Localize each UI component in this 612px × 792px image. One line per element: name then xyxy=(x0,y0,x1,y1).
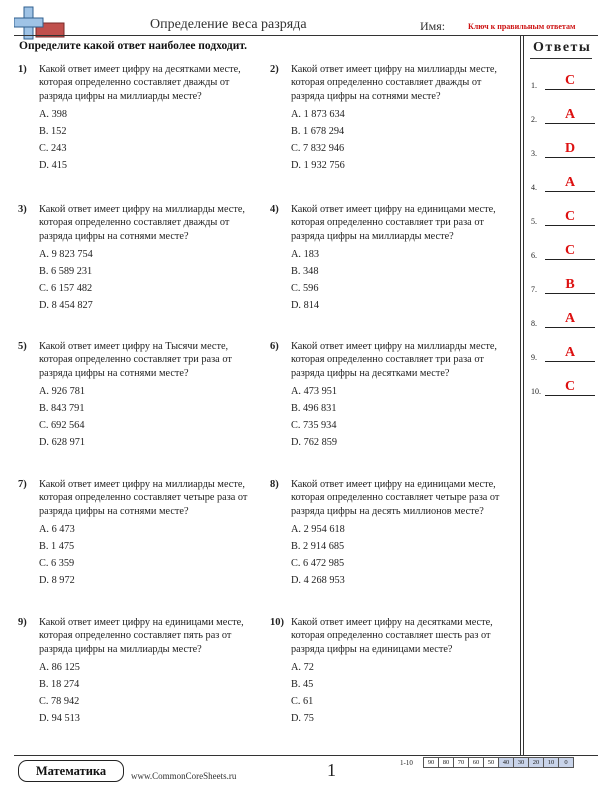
answer-option: C. 6 472 985 xyxy=(291,558,345,570)
question-text: Какой ответ имеет цифру на десятками месте, которая определенно составляет дважды от разряда цифры на миллиарды месте? xyxy=(39,64,241,102)
answer-row xyxy=(531,276,597,296)
answer-value: A xyxy=(564,311,576,326)
answer-number: 2. xyxy=(531,115,537,124)
name-label: Имя: xyxy=(420,19,446,33)
answer-option: D. 1 932 756 xyxy=(291,160,345,172)
answers-title-underline xyxy=(530,58,592,59)
answer-option: A. 926 781 xyxy=(39,386,86,398)
answer-option: C. 243 xyxy=(39,143,67,155)
answer-row xyxy=(531,310,597,330)
question-item xyxy=(270,478,504,589)
answer-option: C. 6 359 xyxy=(39,558,75,570)
score-cell: 20 xyxy=(529,758,544,768)
answer-row xyxy=(531,378,597,398)
answer-option: A. 6 473 xyxy=(39,524,75,536)
answer-blank-line xyxy=(545,327,595,328)
answer-panel-divider xyxy=(520,35,521,755)
answer-option: D. 8 972 xyxy=(39,575,75,587)
answer-blank-line xyxy=(545,89,595,90)
answer-blank-line xyxy=(545,123,595,124)
question-text: Какой ответ имеет цифру на единицами месте, которая определенно составляет три раза от разряда цифры на миллиарды месте? xyxy=(291,204,496,242)
question-text: Какой ответ имеет цифру на миллиарды месте, которая определенно составляет дважды от разряда цифры на сотнями месте? xyxy=(39,204,245,242)
question-number: 2) xyxy=(270,64,279,75)
score-cell: 30 xyxy=(514,758,529,768)
question-number: 1) xyxy=(18,64,27,75)
question-text: Какой ответ имеет цифру на миллиарды месте, которая определенно составляет три раза от разряда цифры на десятками месте? xyxy=(291,341,497,379)
question-number: 8) xyxy=(270,479,279,490)
page-number: 1 xyxy=(327,760,336,780)
answer-option: B. 348 xyxy=(291,266,319,278)
answer-option: C. 61 xyxy=(291,696,314,708)
answer-option: B. 2 914 685 xyxy=(291,541,345,553)
score-cell: 90 xyxy=(424,758,439,768)
question-item xyxy=(270,63,504,174)
question-text: Какой ответ имеет цифру на Тысячи месте, которая определенно составляет три раза от разряда цифры на сотнями месте? xyxy=(39,341,232,379)
question-item xyxy=(18,616,252,727)
answer-row xyxy=(531,344,597,364)
question-text: Какой ответ имеет цифру на единицами месте, которая определенно составляет четыре раза от разряда цифры на десять миллионов месте? xyxy=(291,479,500,517)
answer-option: A. 72 xyxy=(291,662,314,674)
question-text: Какой ответ имеет цифру на десятками месте, которая определенно составляет шесть раз от разряда цифры на единицами месте? xyxy=(291,617,493,655)
answers-title: Ответы xyxy=(533,40,592,55)
worksheet-title: Определение веса разряда xyxy=(150,17,307,32)
answer-option: D. 814 xyxy=(291,300,320,312)
answer-option: A. 1 873 634 xyxy=(291,109,345,121)
score-cell: 10 xyxy=(544,758,559,768)
answer-option: A. 9 823 754 xyxy=(39,249,93,261)
score-range-label: 1-10 xyxy=(400,759,413,767)
score-cell: 0 xyxy=(559,758,574,768)
answer-row xyxy=(531,208,597,228)
question-item xyxy=(270,203,504,314)
question-number: 10) xyxy=(270,617,284,628)
answer-value: D xyxy=(564,141,576,156)
score-cell: 40 xyxy=(499,758,514,768)
answer-option: C. 78 942 xyxy=(39,696,80,708)
answer-option: B. 1 475 xyxy=(39,541,75,553)
answer-row xyxy=(531,140,597,160)
answer-number: 9. xyxy=(531,353,537,362)
answer-option: D. 94 513 xyxy=(39,713,80,725)
answer-row xyxy=(531,242,597,262)
brand-badge: Математика xyxy=(18,760,124,782)
score-table xyxy=(423,757,574,768)
answer-number: 6. xyxy=(531,251,537,260)
answer-value: A xyxy=(564,175,576,190)
answer-option: C. 692 564 xyxy=(39,420,85,432)
answer-option: C. 735 934 xyxy=(291,420,337,432)
answer-option: C. 7 832 946 xyxy=(291,143,345,155)
answer-number: 5. xyxy=(531,217,537,226)
answer-blank-line xyxy=(545,191,595,192)
question-item xyxy=(18,478,252,589)
question-number: 4) xyxy=(270,204,279,215)
answer-value: C xyxy=(564,209,576,224)
question-number: 9) xyxy=(18,617,27,628)
answer-option: D. 415 xyxy=(39,160,68,172)
question-text: Какой ответ имеет цифру на миллиарды месте, которая определенно составляет четыре раза от разряда цифры на сотнями месте? xyxy=(39,479,248,517)
answer-value: A xyxy=(564,107,576,122)
question-number: 7) xyxy=(18,479,27,490)
question-item xyxy=(18,63,252,174)
answer-option: B. 6 589 231 xyxy=(39,266,93,278)
answer-option: A. 398 xyxy=(39,109,68,121)
instructions: Определите какой ответ наиболее подходит. xyxy=(19,40,247,52)
question-item xyxy=(270,340,504,451)
score-cell: 70 xyxy=(454,758,469,768)
answer-option: A. 2 954 618 xyxy=(291,524,345,536)
score-cell: 50 xyxy=(484,758,499,768)
answer-row xyxy=(531,106,597,126)
answer-value: B xyxy=(565,277,575,292)
answer-option: D. 8 454 827 xyxy=(39,300,93,312)
answer-number: 1. xyxy=(531,81,537,90)
footer-divider xyxy=(14,755,598,756)
answer-row xyxy=(531,72,597,92)
answer-number: 4. xyxy=(531,183,537,192)
answer-option: B. 496 831 xyxy=(291,403,337,415)
answer-option: D. 75 xyxy=(291,713,314,725)
question-number: 6) xyxy=(270,341,279,352)
question-text: Какой ответ имеет цифру на единицами месте, которая определенно составляет пять раз от разряда цифры на миллиарды месте? xyxy=(39,617,244,655)
answer-row xyxy=(531,174,597,194)
score-cell: 60 xyxy=(469,758,484,768)
header-divider xyxy=(14,35,598,36)
answer-option: D. 628 971 xyxy=(39,437,86,449)
question-number: 5) xyxy=(18,341,27,352)
answer-blank-line xyxy=(545,361,595,362)
answer-key-label: Ключ к правильным ответам xyxy=(468,22,576,31)
question-item xyxy=(270,616,504,727)
question-text: Какой ответ имеет цифру на миллиарды месте, которая определенно составляет дважды от разряда цифры на сотнями месте? xyxy=(291,64,497,102)
answer-option: B. 1 678 294 xyxy=(291,126,345,138)
answer-blank-line xyxy=(545,395,595,396)
answer-number: 10. xyxy=(531,387,541,396)
answer-option: D. 762 859 xyxy=(291,437,338,449)
answer-option: B. 45 xyxy=(291,679,314,691)
question-item xyxy=(18,340,252,451)
answer-number: 8. xyxy=(531,319,537,328)
answer-option: B. 843 791 xyxy=(39,403,85,415)
score-cell: 80 xyxy=(439,758,454,768)
answer-option: D. 4 268 953 xyxy=(291,575,345,587)
site-url: www.CommonCoreSheets.ru xyxy=(131,771,237,781)
answer-value: C xyxy=(564,379,576,394)
answer-number: 7. xyxy=(531,285,537,294)
question-item xyxy=(18,203,252,314)
answer-blank-line xyxy=(545,157,595,158)
answer-panel-divider xyxy=(523,35,524,755)
answer-option: C. 596 xyxy=(291,283,319,295)
answer-option: B. 152 xyxy=(39,126,67,138)
answer-option: C. 6 157 482 xyxy=(39,283,93,295)
answer-number: 3. xyxy=(531,149,537,158)
answer-value: A xyxy=(564,345,576,360)
answer-value: C xyxy=(564,73,576,88)
answer-option: A. 473 951 xyxy=(291,386,338,398)
answer-option: A. 183 xyxy=(291,249,320,261)
answer-value: C xyxy=(564,243,576,258)
question-number: 3) xyxy=(18,204,27,215)
answer-option: B. 18 274 xyxy=(39,679,80,691)
answer-option: A. 86 125 xyxy=(39,662,80,674)
answer-blank-line xyxy=(545,259,595,260)
answer-blank-line xyxy=(545,293,595,294)
answer-blank-line xyxy=(545,225,595,226)
